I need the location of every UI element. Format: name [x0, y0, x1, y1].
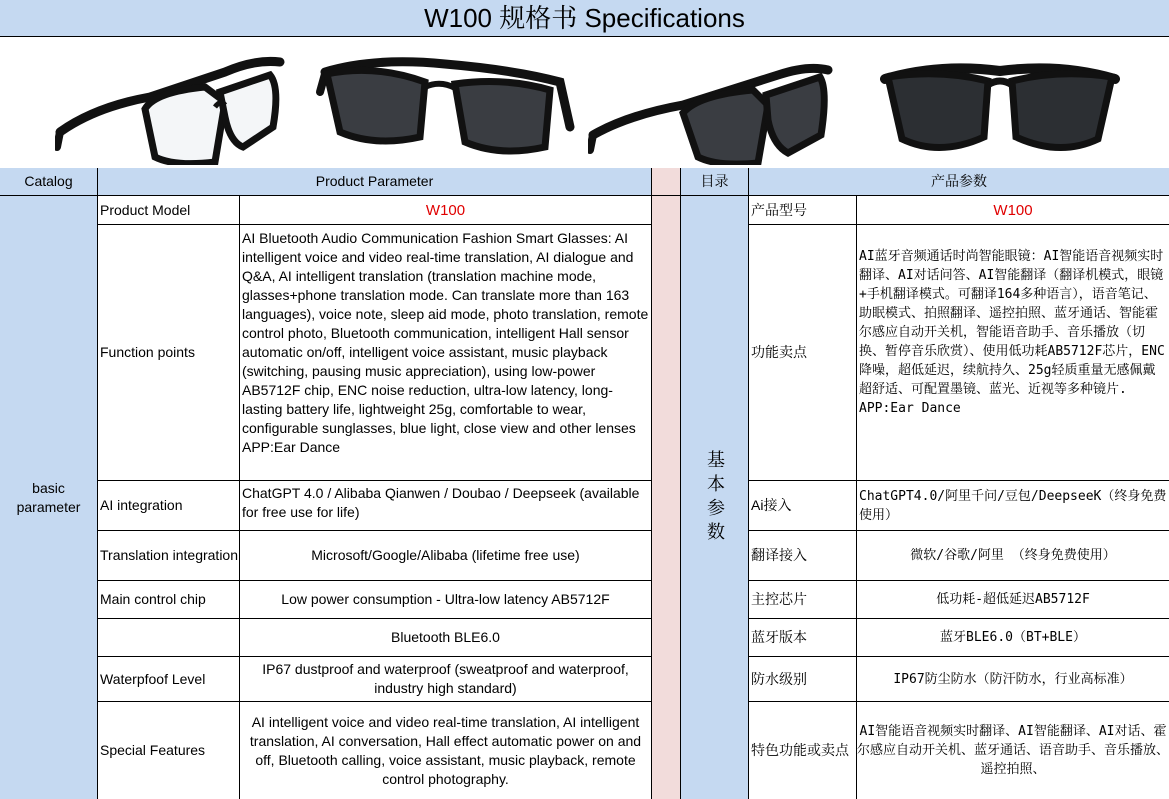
row-value-product-model: W100 — [240, 196, 652, 225]
group-label-cn-text: 基本参数 — [704, 449, 725, 546]
row-value-cn-product-model: W100 — [857, 196, 1169, 225]
spacer-header — [652, 168, 681, 196]
row-label-waterproof-level: Waterpfoof Level — [98, 657, 240, 702]
function-points-text: AI Bluetooth Audio Communication Fashion Smart Glasses: AI intelligent voice and video real-time translation, AI dialogue and Q&A, AI intelligent translation (translation machine mode, glasses+phone translation mode. Can translate more than 163 languages), voice note, sleep aid mode, photo translation, remote control photo, Bluetooth communication, intelligent Hall sensor automatic on/off, intelligent voice assistant, music playback (switching, pausing music appreciation), using low-power AB5712F chip, ENC noise reduction, ultra-low latency, long-lasting battery life, lightweight 25g, comfortable to wear, configurable sunglasses, blue light, close view and other lenses — [242, 230, 649, 436]
header-product-parameter: Product Parameter — [98, 168, 652, 196]
row-label-cn-special-features: 特色功能或卖点 — [749, 702, 857, 799]
row-value-cn-waterproof-level: IP67防尘防水（防汗防水，行业高标准） — [857, 657, 1169, 702]
row-value-cn-special-features: AI智能语音视频实时翻译、AI智能翻译、AI对话、霍尔感应自动开关机、蓝牙通话、语音助手、音乐播放、遥控拍照、 — [857, 702, 1169, 799]
row-value-special-features: AI intelligent voice and video real-time translation, AI intelligent translation, AI conversation, Hall effect automatic power on and off, Bluetooth calling, voice assistant, music playback, remote control photography. — [240, 702, 652, 799]
row-value-cn-main-control-chip: 低功耗-超低延迟AB5712F — [857, 581, 1169, 619]
row-label-translation-integration: Translation integration — [98, 531, 240, 581]
row-label-bluetooth — [98, 619, 240, 657]
row-label-cn-main-control-chip: 主控芯片 — [749, 581, 857, 619]
row-label-special-features: Special Features — [98, 702, 240, 799]
row-label-cn-bluetooth: 蓝牙版本 — [749, 619, 857, 657]
row-label-cn-translation-integration: 翻译接入 — [749, 531, 857, 581]
clear-lens-glasses-icon — [55, 47, 285, 165]
header-catalog-cn: 目录 — [681, 168, 749, 196]
spacer-column — [652, 196, 681, 799]
group-label-cn — [681, 196, 749, 799]
header-product-parameter-cn: 产品参数 — [749, 168, 1169, 196]
sunglasses-side-angle-icon — [588, 45, 833, 165]
row-value-bluetooth: Bluetooth BLE6.0 — [240, 619, 652, 657]
function-points-cn-text: AI蓝牙音频通话时尚智能眼镜：AI智能语音视频实时翻译、AI对话问答、AI智能翻译（翻译机模式，眼镜+手机翻译模式。可翻译164多种语言），语音笔记、助眠模式、拍照翻译、遥控拍照、蓝牙通话、智能霍尔感应自动开关机，智能语音助手、音乐播放（切换、暂停音乐欣赏）、使用低功耗AB5712F芯片，ENC降噪，超低延迟，续航持久、25g轻质重量无感佩戴超舒适、可配置墨镜、蓝光、近视等多种镜片. — [859, 249, 1165, 397]
row-value-cn-bluetooth: 蓝牙BLE6.0（BT+BLE） — [857, 619, 1169, 657]
row-label-cn-function-points: 功能卖点 — [749, 225, 857, 481]
row-label-main-control-chip: Main control chip — [98, 581, 240, 619]
row-label-cn-product-model: 产品型号 — [749, 196, 857, 225]
row-label-product-model: Product Model — [98, 196, 240, 225]
function-points-cn-app: APP:Ear Dance — [859, 401, 961, 416]
row-label-cn-waterproof-level: 防水级别 — [749, 657, 857, 702]
row-value-waterproof-level: IP67 dustproof and waterproof (sweatproof and waterproof, industry high standard) — [240, 657, 652, 702]
group-label-text: basic parameter — [16, 479, 81, 515]
header-catalog: Catalog — [0, 168, 98, 196]
row-value-cn-ai-integration: ChatGPT4.0/阿里千问/豆包/DeepseeK（终身免费使用） — [857, 481, 1169, 531]
row-value-function-points — [240, 225, 652, 481]
sunglasses-front-angle-icon — [315, 52, 575, 164]
row-value-main-control-chip: Low power consumption - Ultra-low latency AB5712F — [240, 581, 652, 619]
row-label-cn-ai-integration: Ai接入 — [749, 481, 857, 531]
function-points-app: APP:Ear Dance — [242, 439, 341, 455]
row-label-function-points: Function points — [98, 225, 240, 481]
product-images-row — [0, 37, 1169, 169]
group-label-basic-parameter — [0, 196, 98, 799]
row-label-ai-integration: AI integration — [98, 481, 240, 531]
page-title: W100 规格书 Specifications — [424, 2, 745, 33]
row-value-ai-integration: ChatGPT 4.0 / Alibaba Qianwen / Doubao / Deepseek (available for free use for life) — [240, 481, 652, 531]
title-cell — [0, 0, 1169, 37]
row-value-translation-integration: Microsoft/Google/Alibaba (lifetime free use) — [240, 531, 652, 581]
sunglasses-front-icon — [880, 59, 1120, 159]
row-value-cn-translation-integration: 微软/谷歌/阿里 （终身免费使用） — [857, 531, 1169, 581]
row-value-cn-function-points — [857, 225, 1169, 481]
